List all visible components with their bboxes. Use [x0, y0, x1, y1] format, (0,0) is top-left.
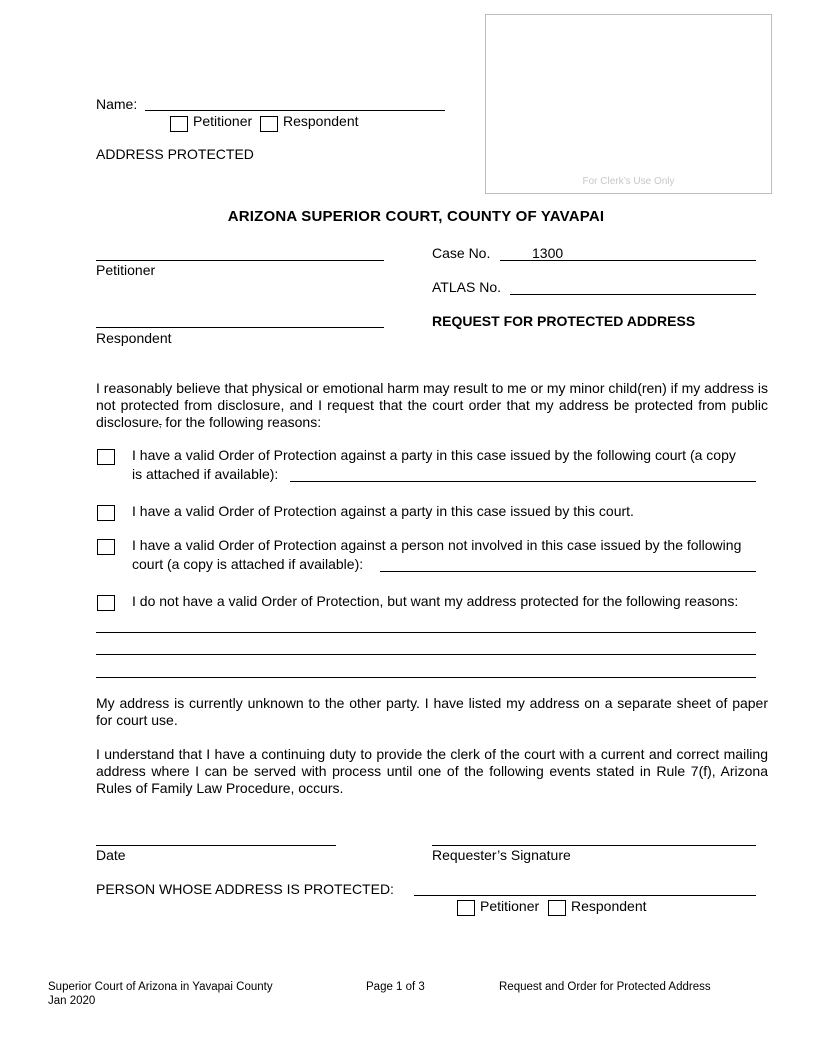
- document-title: REQUEST FOR PROTECTED ADDRESS: [432, 313, 696, 329]
- atlas-no-label: ATLAS No.: [432, 279, 501, 295]
- intro-struck-comma: ,: [159, 419, 162, 429]
- option-3-line2: court (a copy is attached if available):: [132, 556, 364, 572]
- intro-text-end: for the following reasons:: [161, 414, 322, 430]
- petitioner-caption: Petitioner: [96, 262, 156, 278]
- signature-label: Requester’s Signature: [432, 847, 571, 863]
- court-title: ARIZONA SUPERIOR COURT, COUNTY OF YAVAPAI: [227, 208, 605, 225]
- footer-date: Jan 2020: [48, 995, 96, 1007]
- option-4-checkbox[interactable]: [97, 595, 115, 611]
- clerk-use-box: [485, 14, 772, 194]
- date-label: Date: [96, 847, 126, 863]
- person-protected-label: PERSON WHOSE ADDRESS IS PROTECTED:: [96, 881, 394, 897]
- footer-respondent-checkbox[interactable]: [548, 900, 566, 916]
- option-4-line1: I do not have a valid Order of Protection, but want my address protected for the following reasons:: [132, 593, 739, 609]
- petitioner-name-line[interactable]: [96, 260, 384, 261]
- footer-page-number: Page 1 of 3: [366, 981, 425, 993]
- option-3-checkbox[interactable]: [97, 539, 115, 555]
- header-petitioner-label: Petitioner: [193, 113, 253, 129]
- address-protected-text: ADDRESS PROTECTED: [96, 146, 254, 162]
- name-label: Name:: [96, 96, 138, 112]
- intro-paragraph: [96, 380, 768, 433]
- footer-petitioner-checkbox[interactable]: [457, 900, 475, 916]
- option-1-line1: I have a valid Order of Protection against a party in this case issued by the following court (a copy: [132, 447, 736, 463]
- footer-form-title: Request and Order for Protected Address: [499, 981, 711, 993]
- reason-line-3[interactable]: [96, 677, 756, 678]
- case-no-value[interactable]: 1300: [532, 245, 564, 261]
- case-no-label: Case No.: [432, 245, 491, 261]
- footer-court: Superior Court of Arizona in Yavapai County: [48, 981, 273, 993]
- person-protected-line[interactable]: [414, 895, 756, 896]
- duty-paragraph: I understand that I have a continuing duty to provide the clerk of the court with a current and correct mailing address where I can be served with process until one of the following events stated in Rule 7(f), Arizona Rules of Family Law Procedure, occurs.: [96, 746, 768, 796]
- intro-text: I reasonably believe that physical or emotional harm may result to me or my minor child(ren) if my address is not protected from disclosure, and I request that the court order that my address be protected from public disclosure: [96, 380, 768, 430]
- reason-line-1[interactable]: [96, 632, 756, 633]
- option-1-checkbox[interactable]: [97, 449, 115, 465]
- reason-line-2[interactable]: [96, 654, 756, 655]
- clerk-use-label: For Clerk’s Use Only: [582, 176, 675, 187]
- option-1-court-line[interactable]: [290, 481, 756, 482]
- header-petitioner-checkbox[interactable]: [170, 116, 188, 132]
- unknown-address-paragraph: My address is currently unknown to the other party. I have listed my address on a separate sheet of paper for court use.: [96, 695, 768, 728]
- option-2-checkbox[interactable]: [97, 505, 115, 521]
- date-line[interactable]: [96, 845, 336, 846]
- header-respondent-checkbox[interactable]: [260, 116, 278, 132]
- name-input-line[interactable]: [145, 110, 445, 111]
- atlas-no-line[interactable]: [510, 294, 756, 295]
- footer-petitioner-label: Petitioner: [480, 898, 540, 914]
- option-3-line1: I have a valid Order of Protection against a person not involved in this case issued by the following: [132, 537, 742, 553]
- respondent-caption: Respondent: [96, 330, 172, 346]
- respondent-name-line[interactable]: [96, 327, 384, 328]
- signature-line[interactable]: [432, 845, 756, 846]
- footer-respondent-label: Respondent: [571, 898, 647, 914]
- option-1-line2: is attached if available):: [132, 466, 279, 482]
- option-3-court-line[interactable]: [380, 571, 756, 572]
- option-2-line1: I have a valid Order of Protection against a party in this case issued by this court.: [132, 503, 634, 519]
- header-respondent-label: Respondent: [283, 113, 359, 129]
